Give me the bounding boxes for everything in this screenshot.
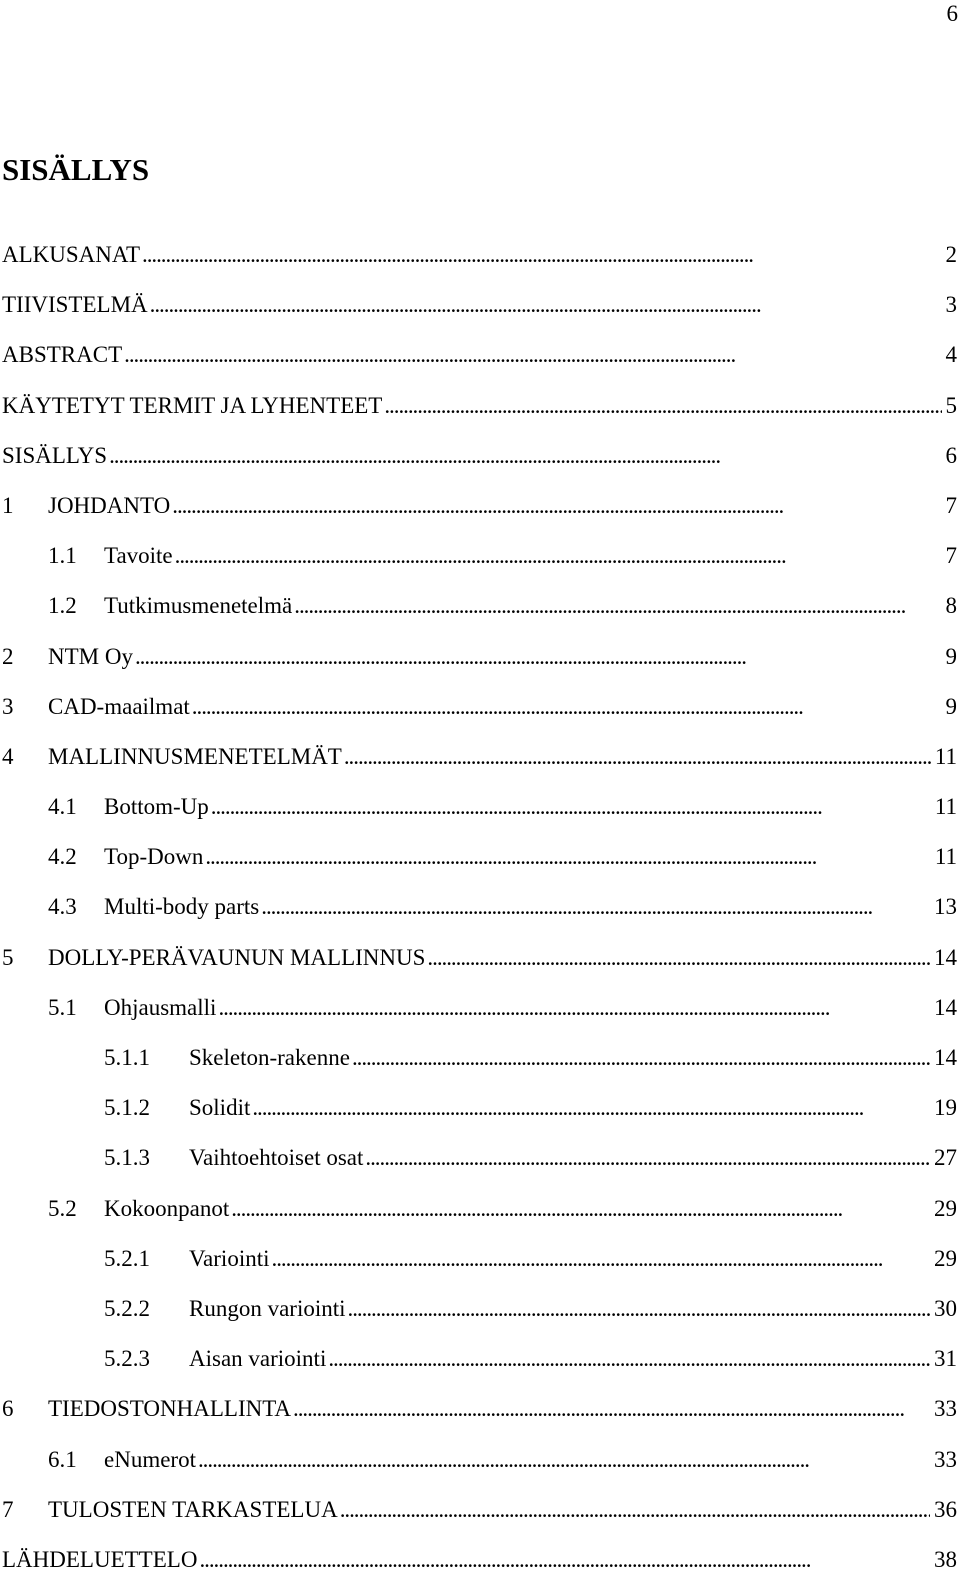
toc-entry-label: Variointi — [189, 1245, 270, 1271]
toc-entry[interactable] — [0, 1542, 960, 1592]
toc-entry[interactable] — [0, 889, 960, 939]
toc-entry[interactable] — [0, 839, 960, 889]
toc-dot-leader — [261, 889, 930, 925]
toc-entry-number: 4 — [2, 743, 14, 769]
toc-dot-leader — [365, 1140, 930, 1176]
toc-entry-page: 7 — [945, 492, 957, 518]
toc-entry-page: 14 — [934, 994, 957, 1020]
toc-title: SISÄLLYS — [2, 152, 150, 187]
toc-entry-label: JOHDANTO — [48, 492, 171, 518]
toc-entry-label: CAD-maailmat — [48, 693, 190, 719]
toc-list — [0, 237, 960, 1592]
toc-entry-label: Vaihtoehtoiset osat — [189, 1145, 364, 1171]
toc-entry[interactable] — [0, 287, 960, 337]
toc-dot-leader — [124, 337, 941, 373]
toc-entry-page: 11 — [934, 794, 957, 820]
toc-entry-page: 36 — [934, 1496, 957, 1522]
toc-entry-number: 4.2 — [48, 844, 77, 870]
toc-entry-number: 1.2 — [48, 593, 77, 619]
toc-entry[interactable] — [0, 789, 960, 839]
toc-entry-label: Top-Down — [104, 844, 204, 870]
toc-entry-number: 4.3 — [48, 894, 77, 920]
toc-entry-label: SISÄLLYS — [2, 442, 108, 468]
toc-entry[interactable] — [0, 1391, 960, 1441]
toc-entry-page: 19 — [934, 1095, 957, 1121]
toc-dot-leader — [109, 438, 941, 474]
toc-entry-number: 1 — [2, 492, 14, 518]
toc-entry-number: 3 — [2, 693, 14, 719]
toc-dot-leader — [172, 488, 941, 524]
toc-dot-leader — [142, 237, 942, 273]
toc-entry-page: 11 — [934, 844, 957, 870]
toc-entry-page: 8 — [945, 593, 957, 619]
toc-dot-leader — [135, 639, 942, 675]
toc-entry-page: 9 — [945, 643, 957, 669]
toc-entry[interactable] — [0, 1191, 960, 1241]
toc-entry-number: 5.1.2 — [104, 1095, 150, 1121]
toc-dot-leader — [344, 739, 931, 775]
toc-entry-page: 38 — [934, 1546, 957, 1572]
toc-entry-number: 6 — [2, 1396, 14, 1422]
toc-entry-label: TULOSTEN TARKASTELUA — [48, 1496, 338, 1522]
toc-dot-leader — [352, 1040, 930, 1076]
toc-entry-label: Solidit — [189, 1095, 251, 1121]
toc-entry-page: 30 — [934, 1295, 957, 1321]
toc-entry-number: 2 — [2, 643, 14, 669]
toc-entry-number: 5.2.1 — [104, 1245, 150, 1271]
toc-entry[interactable] — [0, 538, 960, 588]
toc-entry[interactable] — [0, 488, 960, 538]
toc-entry-label: Aisan variointi — [189, 1346, 327, 1372]
toc-entry-number: 5.1 — [48, 994, 77, 1020]
toc-dot-leader — [205, 839, 931, 875]
toc-entry-page: 33 — [934, 1446, 957, 1472]
toc-entry[interactable] — [0, 1140, 960, 1190]
toc-entry-label: Multi-body parts — [104, 894, 260, 920]
toc-entry-page: 14 — [934, 944, 957, 970]
toc-entry-label: NTM Oy — [48, 643, 133, 669]
toc-entry-page: 29 — [934, 1195, 957, 1221]
toc-entry[interactable] — [0, 1442, 960, 1492]
toc-entry-number: 1.1 — [48, 543, 77, 569]
toc-entry-label: LÄHDELUETTELO — [2, 1546, 198, 1572]
toc-dot-leader — [252, 1090, 930, 1126]
toc-entry-number: 5.2.3 — [104, 1346, 150, 1372]
toc-entry-label: MALLINNUSMENETELMÄT — [48, 743, 342, 769]
toc-entry-number: 4.1 — [48, 794, 77, 820]
toc-entry-label: Tavoite — [104, 543, 173, 569]
toc-dot-leader — [340, 1492, 930, 1528]
toc-dot-leader — [175, 538, 942, 574]
toc-entry-label: Skeleton-rakenne — [189, 1045, 350, 1070]
toc-dot-leader — [328, 1341, 930, 1377]
toc-entry-number: 5 — [2, 944, 14, 970]
toc-entry-page: 31 — [934, 1346, 957, 1372]
toc-entry-page: 3 — [945, 292, 957, 318]
toc-entry-label: Kokoonpanot — [104, 1195, 230, 1221]
toc-dot-leader — [293, 1391, 930, 1427]
toc-entry-label: TIEDOSTONHALLINTA — [48, 1396, 292, 1422]
toc-entry-label: ALKUSANAT — [2, 242, 140, 267]
toc-entry-page: 27 — [934, 1145, 957, 1171]
toc-entry-number: 7 — [2, 1496, 14, 1522]
toc-entry-label: eNumerot — [104, 1446, 196, 1472]
toc-dot-leader — [199, 1542, 930, 1578]
toc-entry-page: 2 — [945, 242, 957, 267]
toc-entry-page: 29 — [934, 1245, 957, 1271]
toc-entry[interactable] — [0, 388, 960, 438]
toc-dot-leader — [218, 990, 930, 1026]
toc-dot-leader — [294, 588, 941, 624]
toc-entry[interactable] — [0, 739, 960, 789]
toc-dot-leader — [192, 689, 942, 725]
toc-entry-label: KÄYTETYT TERMIT JA LYHENTEET — [2, 392, 383, 418]
toc-entry[interactable] — [0, 639, 960, 689]
toc-entry[interactable] — [0, 337, 960, 387]
toc-entry-label: DOLLY-PERÄVAUNUN MALLINNUS — [48, 944, 426, 970]
toc-entry-number: 6.1 — [48, 1446, 77, 1472]
toc-entry-page: 9 — [945, 693, 957, 719]
toc-entry[interactable] — [0, 1040, 960, 1090]
toc-entry-label: Rungon variointi — [189, 1295, 346, 1321]
toc-dot-leader — [427, 940, 930, 976]
toc-entry-page: 6 — [945, 442, 957, 468]
toc-entry[interactable] — [0, 940, 960, 990]
toc-entry[interactable] — [0, 438, 960, 488]
toc-dot-leader — [211, 789, 931, 825]
toc-entry-page: 14 — [934, 1045, 957, 1070]
toc-entry-page: 5 — [945, 392, 957, 418]
toc-dot-leader — [150, 287, 942, 323]
toc-entry-page: 7 — [945, 543, 957, 569]
toc-entry-label: Ohjausmalli — [104, 994, 217, 1020]
toc-entry-number: 5.1.3 — [104, 1145, 150, 1171]
toc-dot-leader — [272, 1241, 931, 1277]
toc-entry[interactable] — [0, 1090, 960, 1140]
toc-dot-leader — [198, 1442, 930, 1478]
toc-entry[interactable] — [0, 588, 960, 638]
toc-dot-leader — [231, 1191, 930, 1227]
toc-entry[interactable] — [0, 1492, 960, 1542]
toc-entry[interactable] — [0, 237, 960, 287]
toc-entry-page: 33 — [934, 1396, 957, 1422]
toc-entry-number: 5.2.2 — [104, 1295, 150, 1321]
toc-dot-leader — [384, 388, 941, 424]
toc-entry[interactable] — [0, 990, 960, 1040]
toc-entry-label: Bottom-Up — [104, 794, 209, 820]
toc-entry-label: Tutkimusmenetelmä — [104, 593, 293, 619]
page-number: 6 — [946, 1, 958, 26]
toc-entry[interactable] — [0, 689, 960, 739]
toc-entry[interactable] — [0, 1341, 960, 1391]
toc-entry-label: ABSTRACT — [2, 342, 123, 368]
toc-entry-page: 4 — [945, 342, 957, 368]
toc-dot-leader — [348, 1291, 930, 1327]
toc-entry-page: 13 — [934, 894, 957, 920]
toc-entry[interactable] — [0, 1291, 960, 1341]
toc-entry-page: 11 — [934, 743, 957, 769]
toc-entry-number: 5.2 — [48, 1195, 77, 1221]
toc-entry-number: 5.1.1 — [104, 1045, 150, 1070]
toc-entry[interactable] — [0, 1241, 960, 1291]
toc-entry-label: TIIVISTELMÄ — [2, 292, 148, 318]
